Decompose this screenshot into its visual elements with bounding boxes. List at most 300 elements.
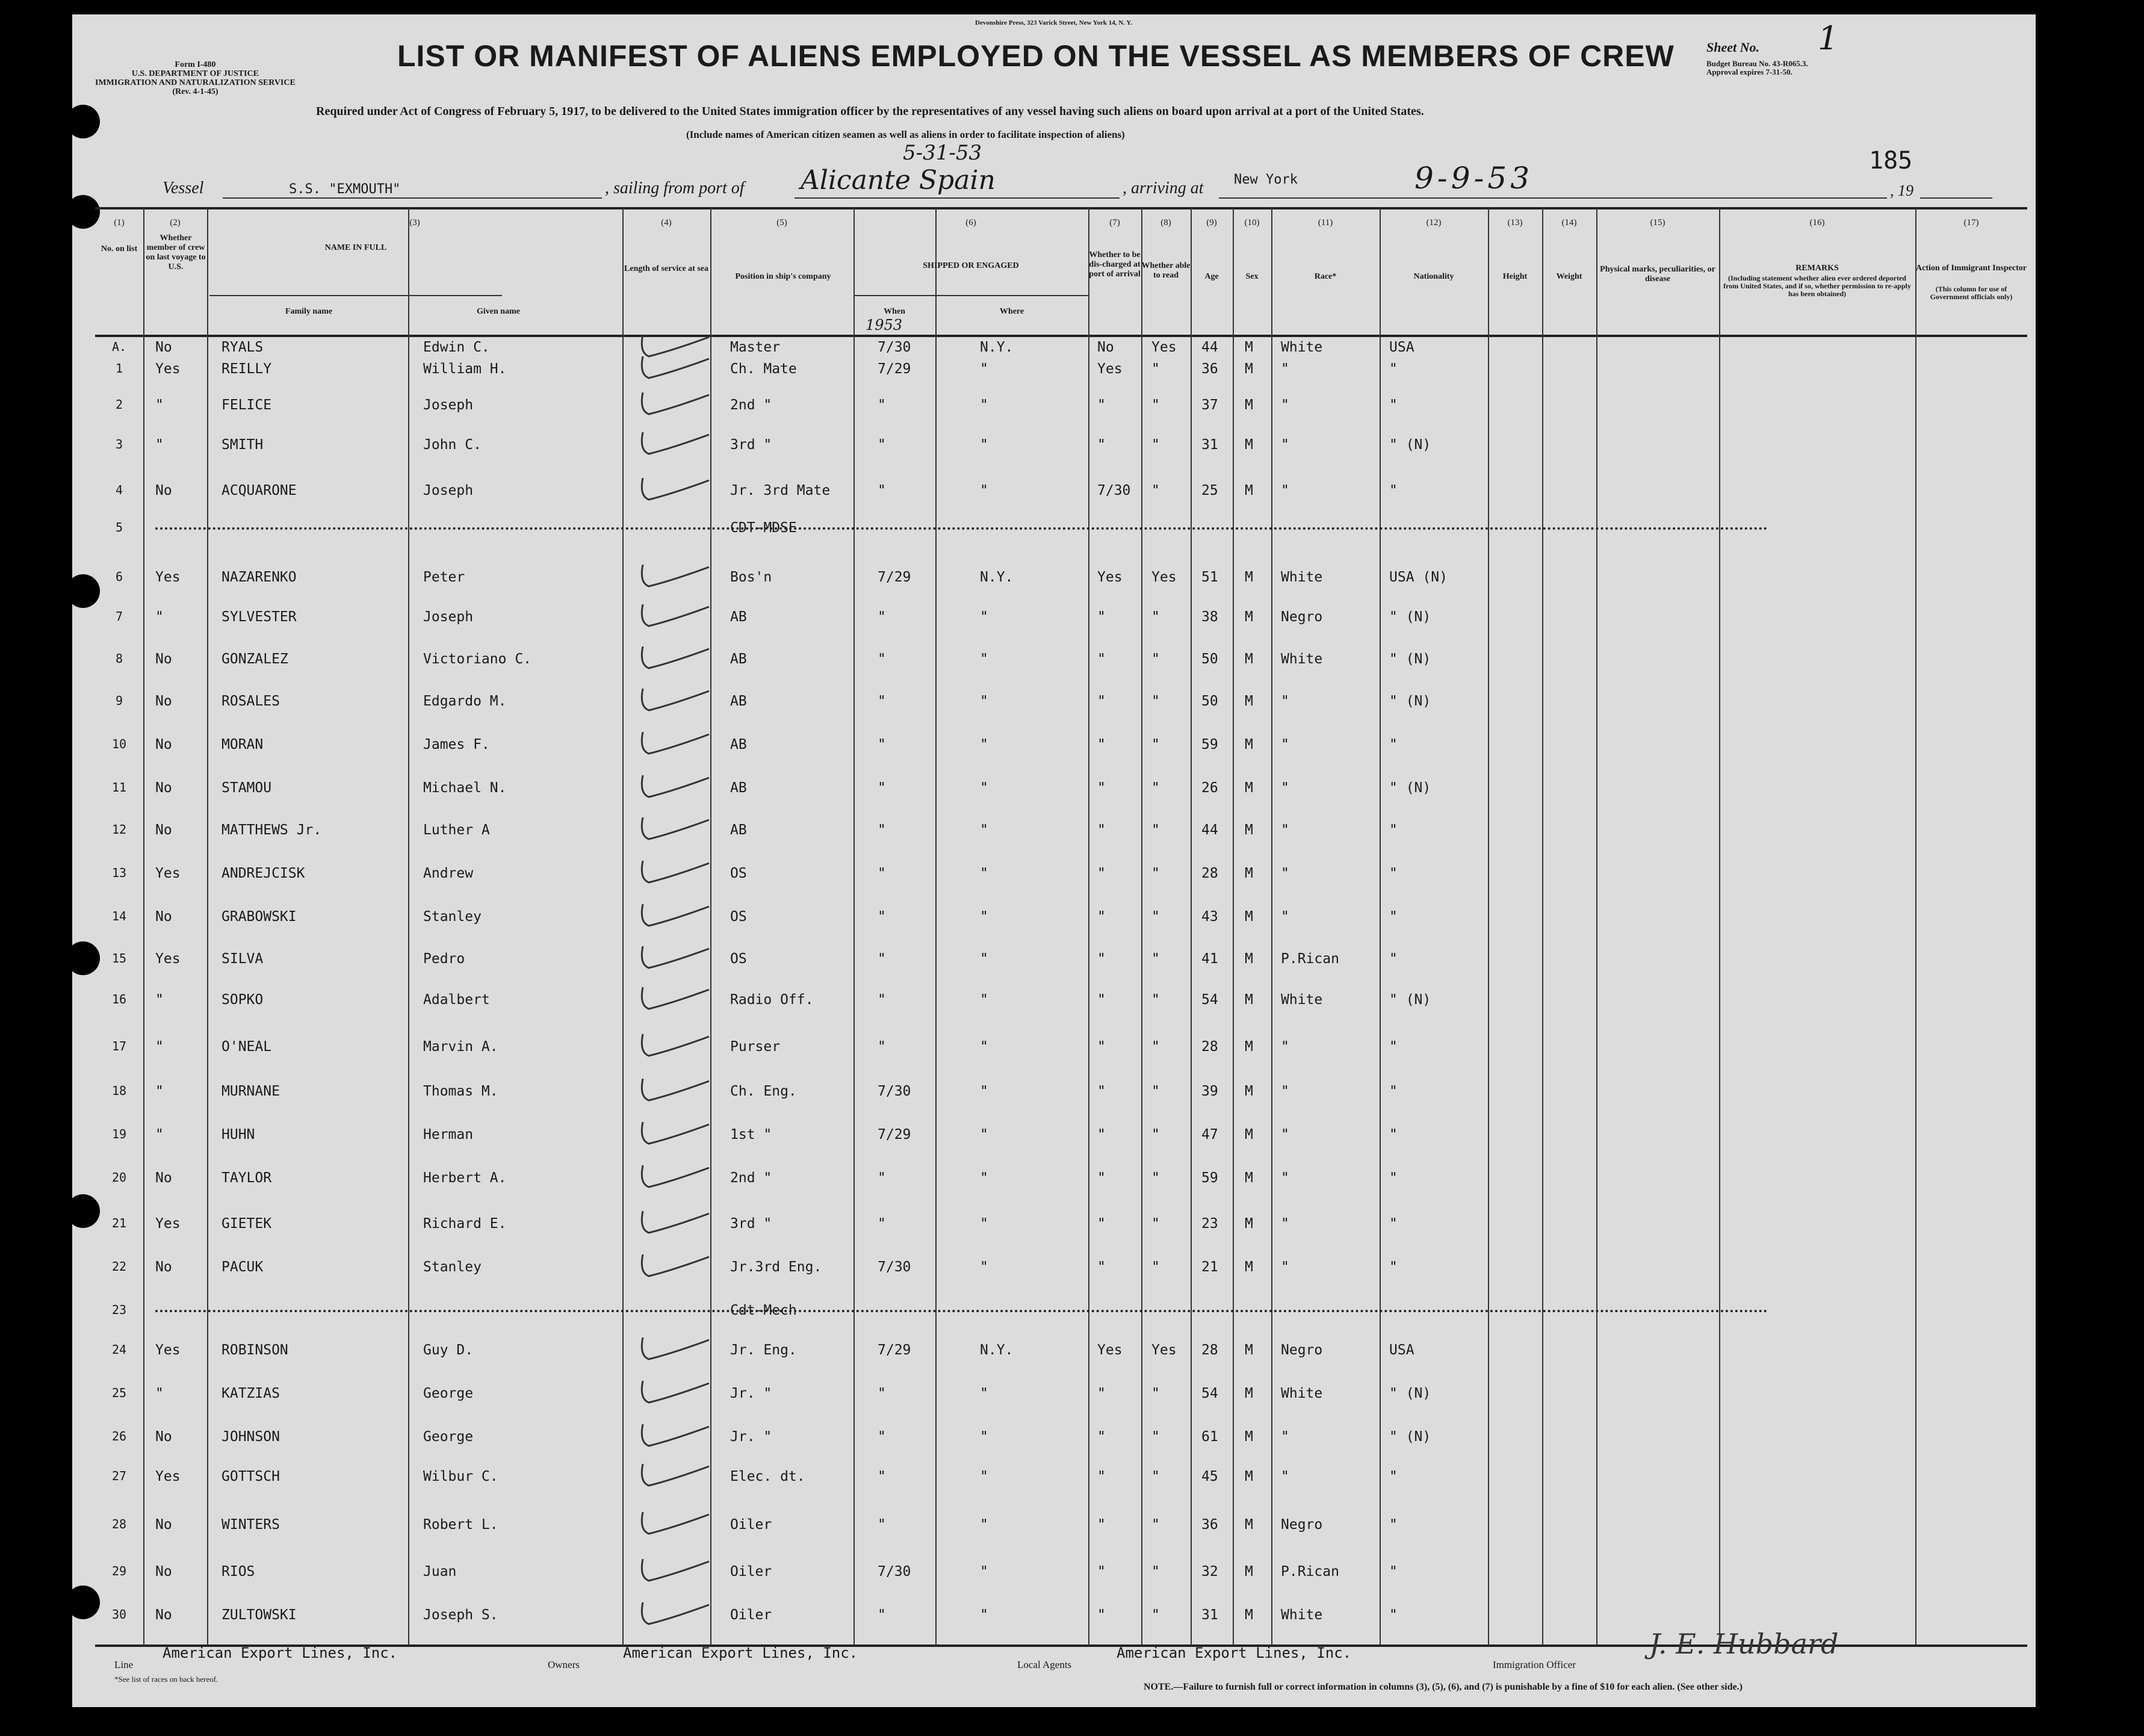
check-mark-icon [625,350,715,386]
shipped-where: " [980,1386,988,1401]
family-name: TAYLOR [222,1170,272,1186]
race: White [1281,339,1323,355]
col-able-read: Whether able to read [1141,261,1191,280]
shipped-where: " [980,1083,988,1099]
age: 50 [1201,651,1218,667]
able-read: " [1151,1170,1160,1186]
shipped-when: " [878,992,886,1008]
sex: M [1245,1127,1253,1142]
age: 59 [1201,1170,1218,1186]
last-voyage: No [155,909,172,925]
column-number: (10) [1244,218,1260,228]
discharged: " [1097,1607,1106,1623]
able-read: Yes [1151,339,1177,355]
sex: M [1245,992,1253,1008]
discharged: 7/30 [1097,483,1131,498]
race: White [1281,651,1323,667]
nationality: " [1389,1469,1398,1484]
race: " [1281,780,1289,796]
shipped-when: 7/29 [878,361,911,377]
given-name: Marvin A. [423,1039,498,1055]
shipped-where: " [980,609,988,625]
position: AB [730,651,747,667]
given-name: Adalbert [423,992,490,1008]
age: 47 [1201,1127,1218,1142]
budget-bureau [1706,60,1808,76]
shipped-where: " [980,1127,988,1142]
check-mark-icon [625,1116,715,1152]
race: " [1281,1039,1289,1055]
sex: M [1245,609,1253,625]
family-name: GONZALEZ [222,651,288,667]
shipped-where: " [980,1564,988,1579]
sheet-number: 1 [1818,19,1839,57]
stamp-number: 185 [1869,147,1913,175]
shipped-when: " [878,822,886,838]
race: " [1281,1259,1289,1275]
family-name: ANDREJCISK [222,866,305,881]
column-number: (13) [1507,218,1523,228]
fine-note: NOTE.—Failure to furnish full or correct information in columns (3), (5), (6), and (7) is punishable by a fine of $10 for each alien. (See other side.) [1144,1682,1743,1692]
last-voyage: No [155,483,172,498]
discharged: " [1097,1127,1106,1142]
races-note: *See list of races on back hereof. [114,1675,218,1684]
row-number: 2 [115,397,123,412]
shipped-where: N.Y. [980,569,1014,585]
col-no-on-list: No. on list [101,244,138,253]
given-name: Juan [423,1564,457,1579]
race: " [1281,1469,1289,1484]
family-name: GRABOWSKI [222,909,297,925]
discharged: " [1097,1469,1106,1484]
race: " [1281,1216,1289,1232]
given-name: Joseph S. [423,1607,498,1623]
shipped-where: " [980,1039,988,1055]
family-name: SILVA [222,951,264,967]
last-voyage: No [155,1259,172,1275]
race: " [1281,361,1289,377]
family-name: RIOS [222,1564,255,1579]
race: " [1281,1127,1289,1142]
row-number: 28 [111,1517,127,1531]
owners-label: Owners [548,1659,580,1670]
family-name: SOPKO [222,992,264,1008]
age: 50 [1201,693,1218,709]
given-name: Joseph [423,397,474,413]
family-name: ACQUARONE [222,483,297,498]
shipped-where: " [980,992,988,1008]
arriving-label: , arriving at [1123,179,1204,197]
row-number: 7 [115,609,123,624]
shipped-where: " [980,951,988,967]
include-note: (Include names of American citizen seamen as well as aliens in order to facilitate inspection of aliens) [686,129,1125,140]
shipped-where: " [980,397,988,413]
nationality: " (N) [1389,1386,1431,1401]
nationality: USA (N) [1389,569,1448,585]
able-read: " [1151,1429,1160,1445]
shipped-where: " [980,651,988,667]
given-name: Edgardo M. [423,693,507,709]
position: Cdt-Mech [730,1303,797,1318]
family-name: STAMOU [222,780,272,796]
column-number: (2) [170,218,181,228]
column-number: (14) [1561,218,1577,228]
sex: M [1245,693,1253,709]
given-name: Joseph [423,483,474,498]
position: Oiler [730,1517,772,1533]
position: Jr. 3rd Mate [730,483,831,498]
last-voyage: " [155,1386,164,1401]
position: CDT-MDSE [730,520,797,536]
row-number: 24 [111,1342,127,1357]
check-mark-icon [625,898,715,934]
row-number: 10 [111,737,127,751]
age: 25 [1201,483,1218,498]
check-mark-icon [625,1458,715,1494]
sex: M [1245,1039,1253,1055]
position: AB [730,609,747,625]
race: " [1281,1170,1289,1186]
nationality: " (N) [1389,693,1431,709]
discharged: " [1097,1170,1106,1186]
able-read: " [1151,609,1160,625]
nationality: " [1389,866,1398,881]
family-name: SMITH [222,437,264,453]
discharged: " [1097,909,1106,925]
nationality: " (N) [1389,992,1431,1008]
shipped-where: " [980,483,988,498]
row-number: 18 [111,1083,127,1098]
col-weight: Weight [1556,272,1582,281]
check-mark-icon [625,1205,715,1241]
shipped-where: " [980,437,988,453]
position: Bos'n [730,569,772,585]
manifest-sheet [72,14,2036,1707]
arrival-date: 9-9-53 [1414,161,1534,196]
officer-signature: J. E. Hubbard [1649,1628,1839,1660]
given-name: Michael N. [423,780,507,796]
last-voyage: " [155,437,164,453]
shipped-where: " [980,1469,988,1484]
discharged: " [1097,693,1106,709]
sex: M [1245,339,1253,355]
check-mark-icon [625,1028,715,1064]
discharged: No [1097,339,1114,355]
position: OS [730,951,747,967]
sex: M [1245,651,1253,667]
col-sex: Sex [1245,272,1259,281]
row-number: 21 [111,1216,127,1230]
shipped-when: 7/30 [878,1564,911,1579]
remarks-note: (Including statement whether alien ever ordered deported from United States, and if so, whether permission to re-apply has been obtained) [1723,274,1911,298]
position: AB [730,737,747,752]
discharged: " [1097,1517,1106,1533]
age: 26 [1201,780,1218,796]
nationality: " [1389,951,1398,967]
sex: M [1245,569,1253,585]
last-voyage: " [155,1083,164,1099]
discharged: " [1097,737,1106,752]
discharged: " [1097,1259,1106,1275]
last-voyage: Yes [155,569,181,585]
row-number: 9 [115,693,123,708]
race: White [1281,1607,1323,1623]
age: 28 [1201,1039,1218,1055]
col-last-voyage: Whether member of crew on last voyage to U.S. [146,234,206,271]
col-remarks: REMARKS [1795,264,1839,273]
check-mark-icon [625,726,715,762]
sex: M [1245,1564,1253,1579]
check-mark-icon [625,386,715,423]
sailing-date: 5-31-53 [903,141,982,165]
last-voyage: " [155,992,164,1008]
col-name-in-full: NAME IN FULL [324,243,387,252]
race: " [1281,1429,1289,1445]
family-name: HUHN [222,1127,255,1142]
row-number: 20 [111,1170,127,1185]
shipped-where: " [980,1216,988,1232]
age: 28 [1201,866,1218,881]
agents-value: American Export Lines, Inc. [1117,1645,1352,1661]
discharged: " [1097,822,1106,838]
position: Purser [730,1039,781,1055]
discharged: " [1097,437,1106,453]
position: Oiler [730,1607,772,1623]
able-read: " [1151,822,1160,838]
given-name: Robert L. [423,1517,498,1533]
sex: M [1245,1083,1253,1099]
given-name: Stanley [423,909,482,925]
last-voyage: " [155,1039,164,1055]
nationality: " [1389,1607,1398,1623]
family-name: MURNANE [222,1083,280,1099]
position: 3rd " [730,437,772,453]
age: 44 [1201,339,1218,355]
able-read: " [1151,1607,1160,1623]
given-name: John C. [423,437,482,453]
nationality: " [1389,1083,1398,1099]
discharged: " [1097,651,1106,667]
given-name: Richard E. [423,1216,507,1232]
nationality: " [1389,361,1398,377]
nationality: " [1389,1039,1398,1055]
shipped-when: " [878,437,886,453]
shipped-when: " [878,651,886,667]
officer-label: Immigration Officer [1493,1659,1576,1670]
race: Negro [1281,1342,1323,1358]
last-voyage: No [155,1170,172,1186]
shipped-when: " [878,1039,886,1055]
able-read: Yes [1151,1342,1177,1358]
row-number: 22 [111,1259,127,1274]
given-name: Peter [423,569,465,585]
row-number: 1 [115,361,123,376]
given-name: George [423,1386,474,1401]
discharged: Yes [1097,1342,1123,1358]
check-mark-icon [625,1506,715,1542]
check-mark-icon [625,559,715,595]
family-name: ROBINSON [222,1342,288,1358]
able-read: " [1151,361,1160,377]
col-given-name: Given name [477,307,520,316]
col-position: Position in ship's company [735,272,831,281]
sex: M [1245,361,1253,377]
column-number: (3) [409,218,420,228]
able-read: " [1151,1469,1160,1484]
column-number: (1) [114,218,125,228]
last-voyage: No [155,693,172,709]
age: 21 [1201,1259,1218,1275]
shipped-where: N.Y. [980,1342,1014,1358]
col-nationality: Nationality [1413,272,1454,281]
discharged: " [1097,780,1106,796]
row-number: 19 [111,1127,127,1141]
column-number: (8) [1160,218,1171,228]
agents-label: Local Agents [1017,1659,1072,1670]
shipped-when: " [878,780,886,796]
nationality: " [1389,1170,1398,1186]
shipped-when: " [878,1170,886,1186]
column-number: (9) [1206,218,1217,228]
shipped-when: 7/30 [878,339,911,355]
position: AB [730,780,747,796]
check-mark-icon [625,426,715,462]
col-physical-marks: Physical marks, peculiarities, or disease [1600,265,1715,284]
col-action: Action of Immigrant Inspector [1916,264,2027,273]
family-name: SYLVESTER [222,609,297,625]
shipped-where: " [980,737,988,752]
sheet-label: Sheet No. [1706,40,1759,55]
able-read: " [1151,1083,1160,1099]
column-number: (16) [1809,218,1825,228]
nationality: " [1389,1127,1398,1142]
col-height: Height [1502,272,1528,281]
shipped-where: " [980,693,988,709]
shipped-where: " [980,909,988,925]
sex: M [1245,1259,1253,1275]
sex: M [1245,1386,1253,1401]
shipped-when: " [878,1607,886,1623]
vessel-label: Vessel [163,179,204,197]
discharged: " [1097,1564,1106,1579]
check-mark-icon [625,683,715,719]
given-name: Victoriano C. [423,651,532,667]
able-read: " [1151,483,1160,498]
col-race: Race* [1314,272,1337,281]
line-label: Line [114,1659,134,1670]
action-note: (This column for use of Government officials only) [1930,285,2013,301]
discharged: Yes [1097,569,1123,585]
able-read: " [1151,651,1160,667]
shipped-where: " [980,361,988,377]
shipped-when: " [878,1386,886,1401]
sex: M [1245,483,1253,498]
nationality: " (N) [1389,651,1431,667]
shipped-where: " [980,822,988,838]
able-read: " [1151,1517,1160,1533]
position: Ch. Eng. [730,1083,797,1099]
position: AB [730,693,747,709]
shipped-when: " [878,483,886,498]
able-read: " [1151,866,1160,881]
family-name: NAZARENKO [222,569,297,585]
sex: M [1245,1429,1253,1445]
able-read: " [1151,1564,1160,1579]
shipped-when: " [878,737,886,752]
family-name: WINTERS [222,1517,280,1533]
nationality: " (N) [1389,437,1431,453]
check-mark-icon [625,1375,715,1411]
nationality: " [1389,1216,1398,1232]
row-number: 30 [111,1607,127,1622]
sailing-port: Alicante Spain [801,165,996,196]
last-voyage: No [155,339,172,355]
nationality: " [1389,483,1398,498]
race: " [1281,1083,1289,1099]
last-voyage: No [155,737,172,752]
family-name: JOHNSON [222,1429,280,1445]
able-read: " [1151,1039,1160,1055]
shipped-when: " [878,1429,886,1445]
row-number: A. [111,339,127,354]
check-mark-icon [625,1159,715,1195]
shipped-when: " [878,866,886,881]
col-length-service: Length of service at sea [624,264,708,273]
shipped-where: " [980,1429,988,1445]
able-read: " [1151,780,1160,796]
position: 1st " [730,1127,772,1142]
last-voyage: No [155,1564,172,1579]
given-name: William H. [423,361,507,377]
nationality: " [1389,822,1398,838]
able-read: Yes [1151,569,1177,585]
row-number: 23 [111,1303,127,1317]
able-read: " [1151,693,1160,709]
nationality: " (N) [1389,780,1431,796]
when-year: 1953 [866,317,903,333]
race: " [1281,397,1289,413]
check-mark-icon [625,1596,715,1632]
age: 36 [1201,1517,1218,1533]
check-mark-icon [625,1248,715,1285]
race: " [1281,822,1289,838]
shipped-where: " [980,1259,988,1275]
position: AB [730,822,747,838]
cadet-separator [155,1310,1768,1312]
age: 54 [1201,992,1218,1008]
race: Negro [1281,609,1323,625]
row-number: 15 [111,951,127,966]
sex: M [1245,780,1253,796]
position: OS [730,909,747,925]
shipped-when: " [878,1469,886,1484]
row-number: 4 [115,483,123,497]
shipped-when: " [878,397,886,413]
family-name: ROSALES [222,693,280,709]
age: 37 [1201,397,1218,413]
column-number: (12) [1426,218,1442,228]
age: 54 [1201,1386,1218,1401]
last-voyage: Yes [155,866,181,881]
shipped-when: " [878,909,886,925]
check-mark-icon [625,940,715,976]
able-read: " [1151,397,1160,413]
shipped-when: 7/29 [878,1342,911,1358]
service: IMMIGRATION AND NATURALIZATION SERVICE [95,78,296,87]
sex: M [1245,909,1253,925]
age: 59 [1201,737,1218,752]
given-name: Guy D. [423,1342,474,1358]
